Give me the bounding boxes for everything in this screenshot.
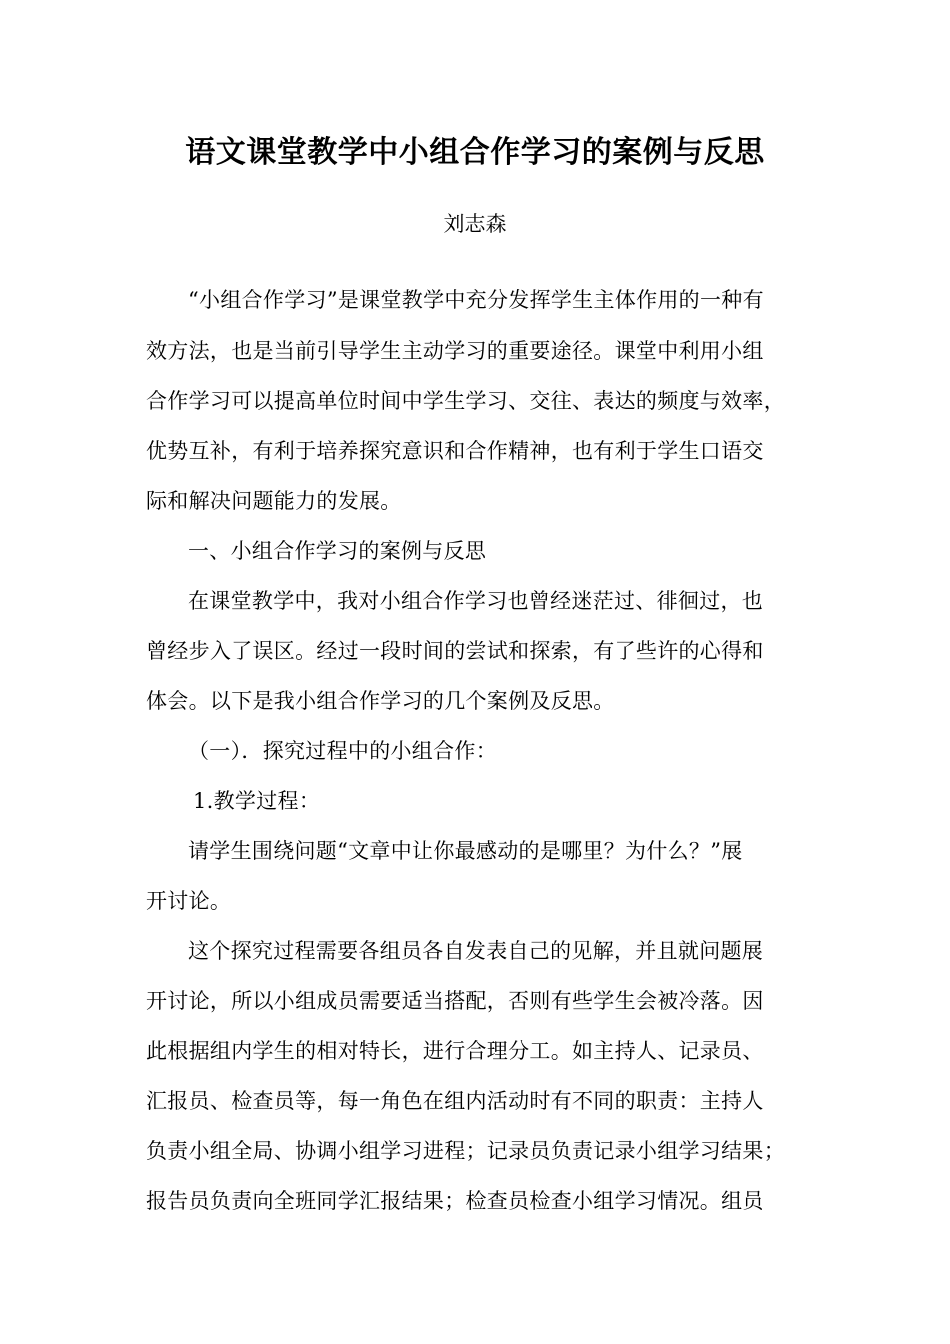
- document-title: 语文课堂教学中小组合作学习的案例与反思: [185, 135, 765, 170]
- body-line: 在课堂教学中，我对小组合作学习也曾经迷茫过、徘徊过，也: [188, 589, 764, 613]
- body-line: 际和解决问题能力的发展。: [146, 489, 402, 513]
- body-line: 优势互补，有利于培养探究意识和合作精神，也有利于学生口语交: [146, 439, 764, 463]
- subsection-heading: （一）．探究过程中的小组合作：: [188, 739, 497, 763]
- body-line: 这个探究过程需要各组员各自发表自己的见解，并且就问题展: [188, 939, 764, 963]
- section-heading: 一、小组合作学习的案例与反思: [188, 539, 487, 563]
- body-line: 报告员负责向全班同学汇报结果；检查员检查小组学习情况。组员: [146, 1189, 764, 1213]
- body-line: 汇报员、检查员等，每一角色在组内活动时有不同的职责：主持人: [146, 1089, 764, 1113]
- body-line: 开讨论，所以小组成员需要适当搭配，否则有些学生会被冷落。因: [146, 989, 764, 1013]
- subsection-item: 1.教学过程：: [193, 789, 321, 813]
- body-line: 效方法，也是当前引导学生主动学习的重要途径。课堂中利用小组: [146, 339, 764, 363]
- document-author: 刘志森: [443, 212, 507, 236]
- body-line: 此根据组内学生的相对特长，进行合理分工。如主持人、记录员、: [146, 1039, 764, 1063]
- body-line: 曾经步入了误区。经过一段时间的尝试和探索，有了些许的心得和: [146, 639, 764, 663]
- body-line: 负责小组全局、协调小组学习进程；记录员负责记录小组学习结果；: [146, 1139, 785, 1163]
- body-line: 开讨论。: [146, 889, 232, 913]
- body-line: 请学生围绕问题“文章中让你最感动的是哪里？为什么？”展: [188, 839, 743, 863]
- body-line: “小组合作学习”是课堂教学中充分发挥学生主体作用的一种有: [188, 288, 764, 312]
- body-line: 体会。以下是我小组合作学习的几个案例及反思。: [146, 689, 615, 713]
- body-line: 合作学习可以提高单位时间中学生学习、交往、表达的频度与效率，: [146, 389, 785, 413]
